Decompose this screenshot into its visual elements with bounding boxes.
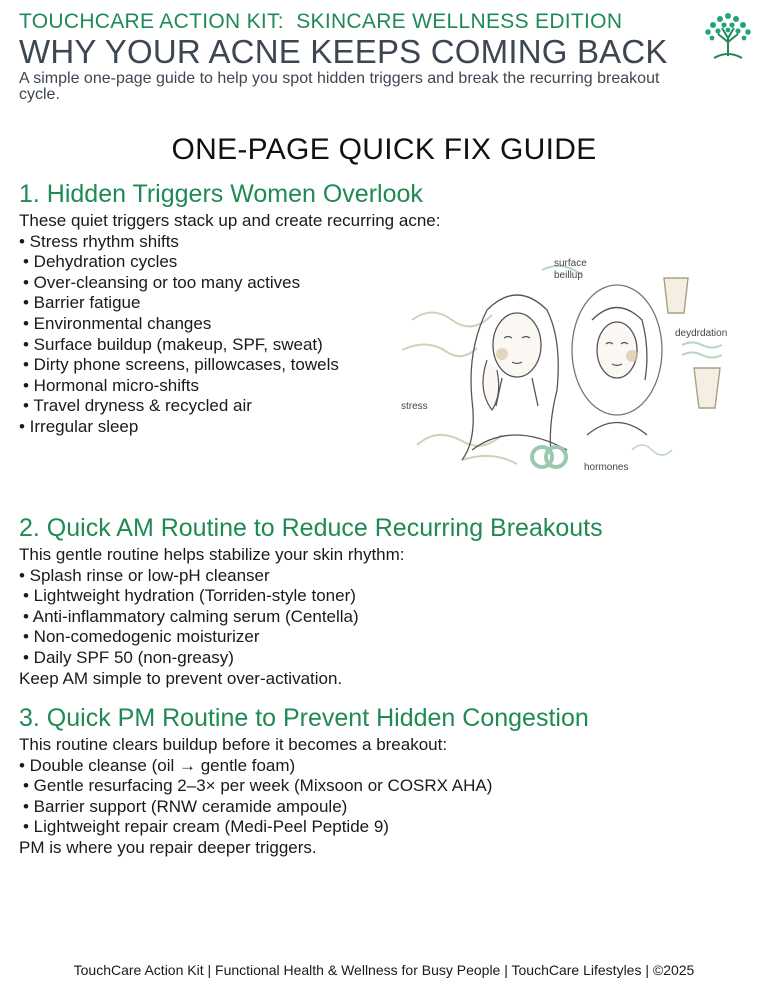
section-intro: This routine clears buildup before it becomes a breakout:: [19, 735, 448, 754]
section-pm-routine: [19, 704, 589, 859]
section-heading: 1. Hidden Triggers Women Overlook: [19, 180, 423, 208]
list-item: • Over-cleansing or too many actives: [23, 272, 301, 292]
list-item: • Non-comedogenic moisturizer: [23, 627, 260, 647]
list-item: • Hormonal micro-shifts: [23, 375, 199, 395]
list-item: • Double cleanse (oil → gentle foam): [19, 755, 296, 775]
section-am-routine: [19, 514, 603, 689]
list-item: • Daily SPF 50 (non-greasy): [23, 647, 234, 667]
list-item: • Stress rhythm shifts: [19, 231, 179, 251]
list-item: • Irregular sleep: [19, 416, 139, 436]
list-item: • Lightweight hydration (Torriden-style toner): [23, 586, 356, 606]
section-hidden-triggers: [19, 180, 440, 438]
list-item: • Anti-inflammatory calming serum (Centella): [23, 606, 359, 626]
subtitle: A simple one-page guide to help you spot hidden triggers and break the recurring breakout cycle.: [19, 70, 660, 103]
label-surface: surface: [554, 258, 587, 269]
list-item: • Environmental changes: [23, 313, 212, 333]
section-outro: PM is where you repair deeper triggers.: [19, 837, 317, 857]
list-item: • Dirty phone screens, pillowcases, towels: [23, 355, 339, 375]
main-title: WHY YOUR ACNE KEEPS COMING BACK: [19, 33, 668, 70]
list-item: • Gentle resurfacing 2–3× per week (Mixsoon or COSRX AHA): [23, 776, 493, 796]
skin-triggers-illustration: [392, 250, 742, 480]
list-item: • Barrier fatigue: [23, 293, 141, 313]
list-item: • Splash rinse or low-pH cleanser: [19, 565, 270, 585]
kit-title: TOUCHCARE ACTION KIT: SKINCARE WELLNESS EDITION: [19, 10, 623, 33]
label-stress: stress: [401, 401, 428, 412]
list-item: • Surface buildup (makeup, SPF, sweat): [23, 334, 323, 354]
footer: TouchCare Action Kit | Functional Health & Wellness for Busy People | TouchCare Lifestyles | ©2025: [73, 962, 695, 978]
section-heading: 3. Quick PM Routine to Prevent Hidden Congestion: [19, 704, 589, 732]
section-intro: These quiet triggers stack up and create recurring acne:: [19, 211, 441, 230]
list-item: • Travel dryness & recycled air: [23, 396, 252, 416]
tree-logo-icon: [700, 10, 756, 62]
label-hormones: hormones: [584, 462, 629, 473]
list-item: • Lightweight repair cream (Medi-Peel Peptide 9): [23, 817, 389, 837]
guide-title: ONE-PAGE QUICK FIX GUIDE: [171, 133, 597, 166]
section-outro: Keep AM simple to prevent over-activation.: [19, 668, 343, 688]
section-intro: This gentle routine helps stabilize your skin rhythm:: [19, 545, 405, 564]
list-item: • Barrier support (RNW ceramide ampoule): [23, 796, 348, 816]
section-heading: 2. Quick AM Routine to Reduce Recurring Breakouts: [19, 514, 603, 542]
label-buildup: beillup: [554, 270, 583, 281]
label-dehydration: deydrdation: [675, 328, 728, 339]
list-item: • Dehydration cycles: [23, 252, 178, 272]
